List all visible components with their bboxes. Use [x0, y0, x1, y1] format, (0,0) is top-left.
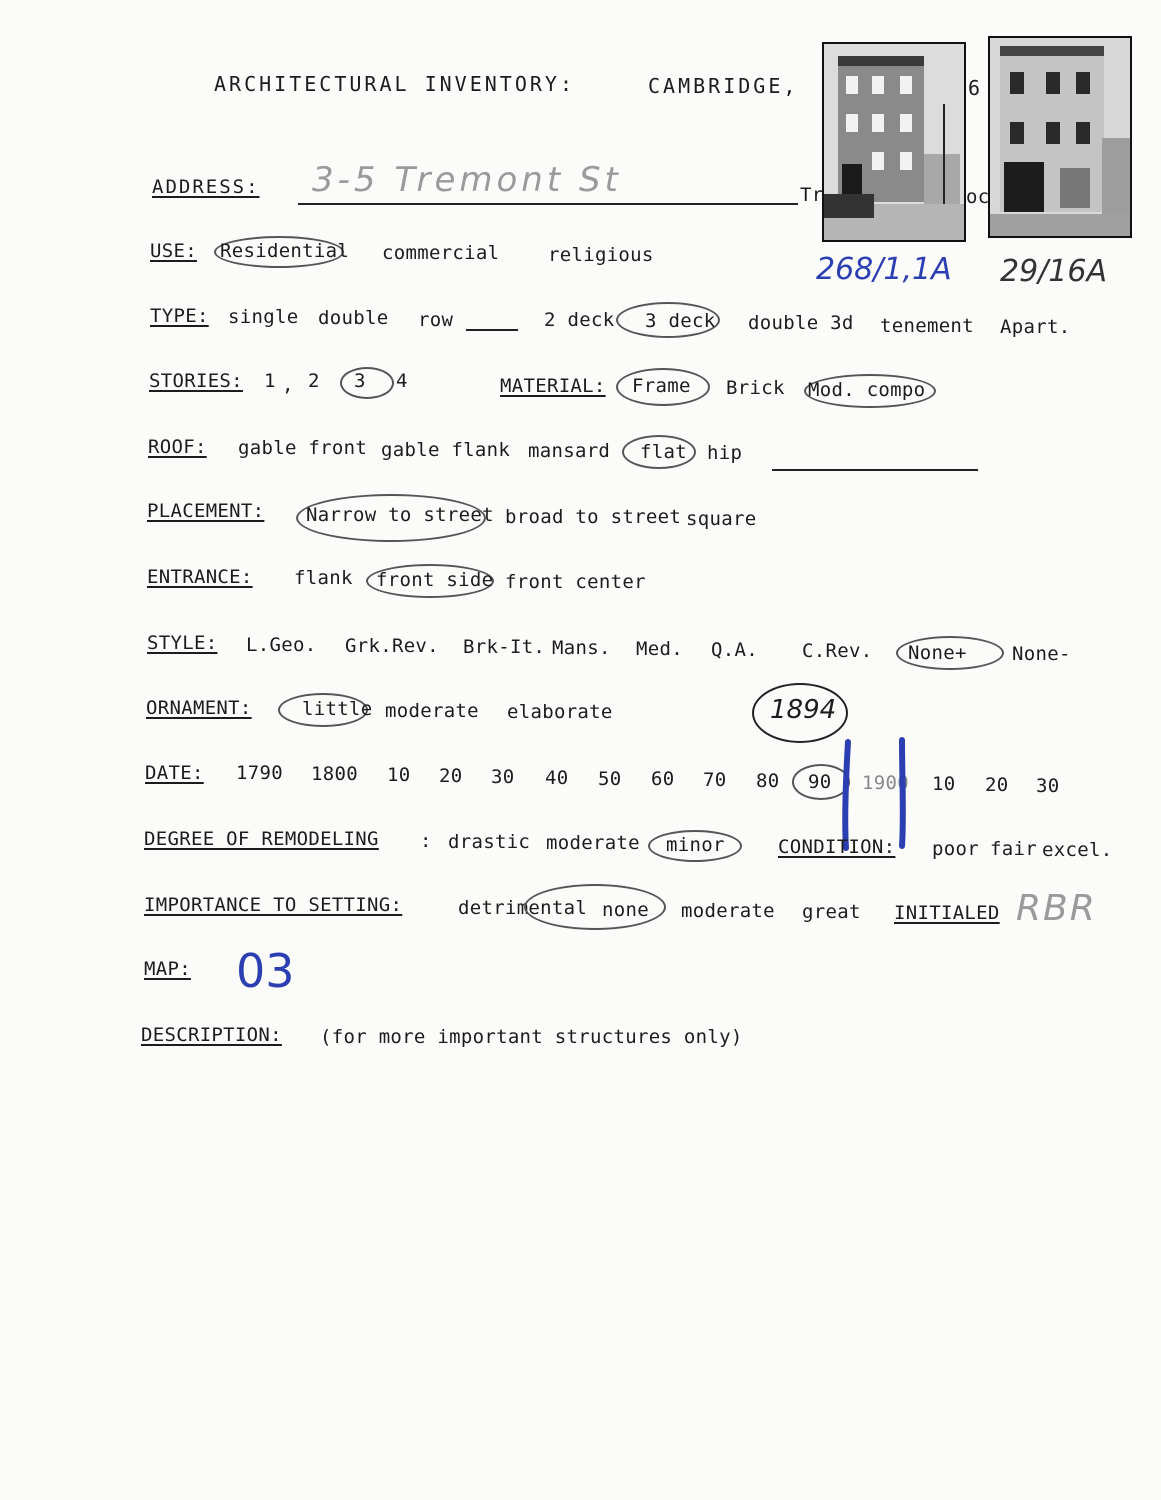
date-option: 30 [491, 766, 515, 788]
building-photo-1 [822, 42, 966, 242]
roof-option-gable-front: gable front [238, 437, 368, 459]
stories-label: STORIES: [149, 370, 243, 392]
initialed-label: INITIALED [894, 902, 1000, 924]
condition-option-fair: fair [990, 838, 1037, 860]
type-option-tenement: tenement [880, 315, 974, 337]
remodeling-colon: : [420, 830, 432, 852]
date-option: 80 [756, 770, 780, 792]
date-option: 20 [985, 774, 1009, 796]
placement-option-broad: broad to street [505, 506, 682, 528]
roof-option-flat: flat [640, 441, 687, 463]
address-line [298, 203, 798, 205]
style-option-l-geo: L.Geo. [246, 634, 317, 656]
entrance-option-front-center: front center [505, 571, 646, 593]
style-option-qa: Q.A. [711, 639, 758, 661]
roof-option-hip: hip [707, 442, 743, 464]
type-option-3-deck: 3 deck [645, 310, 716, 332]
placement-option-square: square [686, 508, 757, 530]
stories-option-2: 2 [308, 370, 320, 392]
date-range-marks [830, 736, 920, 852]
style-option-grk-rev: Grk.Rev. [345, 635, 439, 657]
style-option-mans: Mans. [552, 637, 611, 659]
initialed-value: RBR [1016, 888, 1097, 929]
stories-option-4: 4 [396, 370, 408, 392]
importance-label: IMPORTANCE TO SETTING: [144, 894, 403, 916]
date-option: 1800 [311, 763, 358, 785]
material-option-frame: Frame [632, 375, 691, 397]
style-option-none-plus: None+ [908, 642, 967, 664]
style-option-brk-it: Brk-It. [463, 636, 546, 658]
date-option-selected: 90 [808, 771, 832, 793]
form-title: ARCHITECTURAL INVENTORY: [214, 72, 575, 96]
map-value: 03 [236, 944, 295, 998]
stories-separator: , [282, 374, 294, 396]
entrance-label: ENTRANCE: [147, 566, 253, 588]
material-option-brick: Brick [726, 377, 785, 399]
use-option-residential: Residential [220, 240, 350, 262]
material-option-mod-compo: Mod. compo [808, 379, 926, 401]
ornament-year-note: 1894 [770, 695, 837, 725]
header-tail: 6 [968, 76, 984, 100]
description-label: DESCRIPTION: [141, 1024, 282, 1046]
placement-option-narrow: Narrow to street [306, 504, 494, 526]
roof-option-gable-flank: gable flank [381, 439, 511, 461]
building-photo-2 [988, 36, 1132, 238]
use-label: USE: [150, 240, 197, 262]
condition-option-excel: excel. [1042, 839, 1113, 861]
type-blank-line [466, 329, 518, 331]
selection-circle [340, 367, 394, 399]
entrance-option-flank: flank [294, 567, 353, 589]
address-value: 3-5 Tremont St [312, 160, 622, 200]
importance-option-great: great [802, 901, 861, 923]
placement-label: PLACEMENT: [147, 500, 265, 522]
address-fragment-1: Tr [800, 184, 824, 206]
importance-option-none: none [602, 899, 649, 921]
style-option-none-minus: None- [1012, 643, 1071, 665]
type-option-apart: Apart. [1000, 316, 1071, 338]
address-fragment-2: oc [966, 186, 990, 208]
material-label: MATERIAL: [500, 375, 606, 397]
remodeling-option-moderate: moderate [546, 832, 640, 854]
date-option: 20 [439, 765, 463, 787]
date-option: 10 [932, 773, 956, 795]
style-option-c-rev: C.Rev. [802, 640, 873, 662]
importance-option-moderate: moderate [681, 900, 775, 922]
use-option-commercial: commercial [382, 242, 500, 264]
condition-option-poor: poor [932, 838, 979, 860]
date-option: 50 [598, 768, 622, 790]
date-option: 60 [651, 768, 675, 790]
remodeling-option-drastic: drastic [448, 831, 531, 853]
date-option: 10 [387, 764, 411, 786]
address-label: ADDRESS: [152, 176, 260, 198]
style-option-med: Med. [636, 638, 683, 660]
type-label: TYPE: [150, 305, 209, 327]
roof-option-mansard: mansard [528, 440, 611, 462]
remodeling-option-minor: minor [666, 834, 725, 856]
ornament-option-moderate: moderate [385, 700, 479, 722]
importance-option-detrimental: detrimental [458, 897, 588, 919]
roof-label: ROOF: [148, 436, 207, 458]
photo-ref-2: 29/16A [1000, 254, 1107, 289]
roof-blank-line [772, 469, 978, 471]
ornament-option-little: little [302, 698, 373, 720]
date-option: 1900 [862, 772, 909, 794]
type-option-double-3d: double 3d [748, 312, 854, 334]
photo-ref-1: 268/1,1A [816, 252, 952, 287]
date-option: 30 [1036, 775, 1060, 797]
date-label: DATE: [145, 762, 204, 784]
date-option: 40 [545, 767, 569, 789]
type-option-single: single [228, 306, 299, 328]
description-note: (for more important structures only) [320, 1026, 743, 1048]
ornament-label: ORNAMENT: [146, 697, 252, 719]
condition-label: CONDITION: [778, 836, 896, 858]
style-label: STYLE: [147, 632, 218, 654]
stories-option-3: 3 [354, 370, 366, 392]
city-name: CAMBRIDGE, [648, 74, 799, 98]
ornament-option-elaborate: elaborate [507, 701, 613, 723]
type-option-row: row [418, 309, 454, 331]
remodeling-label: DEGREE OF REMODELING [144, 828, 379, 850]
use-option-religious: religious [548, 244, 654, 266]
map-label: MAP: [144, 958, 191, 980]
type-option-2-deck: 2 deck [544, 309, 615, 331]
date-option: 70 [703, 769, 727, 791]
type-option-double: double [318, 307, 389, 329]
entrance-option-front-side: front side [376, 569, 494, 591]
stories-option-1: 1 [264, 370, 276, 392]
date-option: 1790 [236, 762, 283, 784]
